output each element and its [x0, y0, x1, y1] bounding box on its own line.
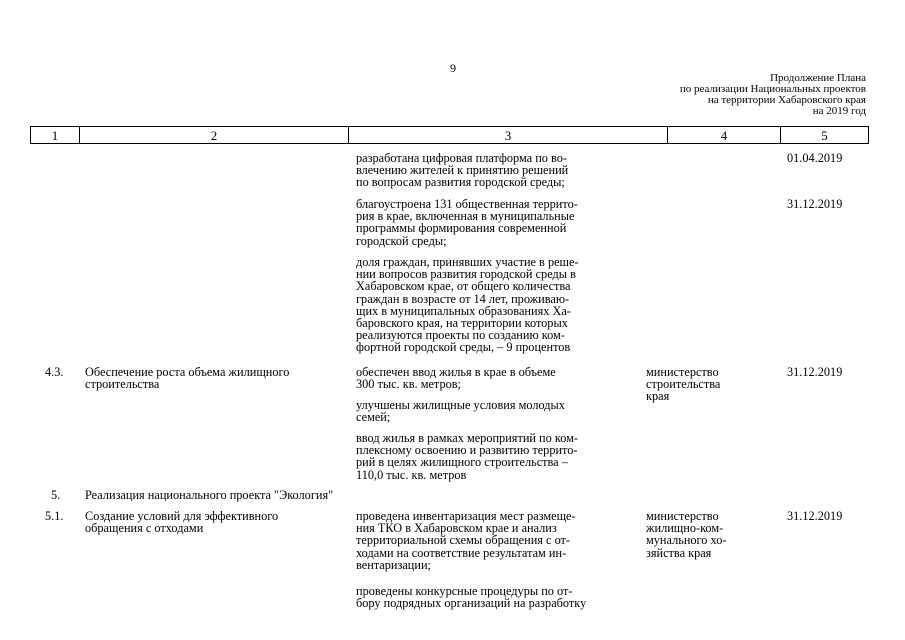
result-line: Хабаровском крае, от общего количества: [356, 279, 571, 294]
note-line: на 2019 год: [812, 105, 866, 117]
result-line: вентаризации;: [356, 557, 431, 572]
section-title: [85, 489, 333, 501]
deadline-date: 31.12.2019: [787, 365, 843, 379]
result-line: обеспечен ввод жилья в крае в объеме: [356, 365, 556, 379]
plan-table: [30, 126, 869, 144]
result-line: улучшены жилищные условия молодых: [356, 398, 565, 412]
result-line: 110,0 тыс. кв. метров: [356, 467, 467, 482]
deadline-date: 01.04.2019: [787, 151, 843, 165]
result-line: реализуются проекты по созданию ком-: [356, 328, 565, 343]
result-item: [356, 366, 556, 390]
result-line: по вопросам развития городской среды;: [356, 175, 565, 190]
result-line: рий в целях жилищного строительства –: [356, 455, 568, 470]
deadline-date: 31.12.2019: [787, 509, 843, 523]
result-line: программы формирования современной: [356, 221, 567, 236]
result-line: рия в крае, включенная в муниципальные: [356, 209, 575, 224]
note-line: по реализации Национальных проектов: [679, 83, 866, 95]
note-line: на территории Хабаровского края: [707, 94, 866, 106]
result-line: ввод жилья в рамках мероприятий по ком-: [356, 431, 578, 445]
activity-line: Создание условий для эффективного: [85, 509, 279, 523]
result-line: граждан в возрасте от 14 лет, проживаю-: [356, 291, 570, 306]
result-line: доля граждан, принявших участие в реше-: [356, 255, 579, 269]
result-line: ходами на соответствие результатам ин-: [356, 545, 567, 560]
result-line: бору подрядных организаций на разработку: [356, 596, 587, 611]
activity-name: [85, 366, 289, 390]
activity-line: строительства: [85, 377, 160, 392]
result-line: разработана цифровая платформа по во-: [356, 151, 567, 165]
column-number-row: [30, 126, 869, 144]
item-number: 5.1.: [45, 509, 64, 523]
result-item: [356, 152, 568, 189]
column-number: 4: [668, 127, 781, 143]
result-line: влечению жителей к принятию решений: [356, 163, 569, 178]
result-item: [356, 510, 576, 571]
column-number: 3: [349, 127, 668, 143]
result-line: плексному освоению и развитию террито-: [356, 443, 578, 458]
result-line: территориальной схемы обращения с от-: [356, 533, 571, 548]
result-item: [356, 198, 578, 247]
result-line: ния ТКО в Хабаровском крае и анализ: [356, 521, 557, 536]
result-line: городской среды;: [356, 233, 447, 248]
result-item: [356, 432, 578, 481]
result-item: [356, 399, 565, 423]
result-item: [356, 585, 586, 609]
result-line: семей;: [356, 410, 391, 425]
activity-line: обращения с отходами: [85, 521, 204, 536]
page-number: 9: [450, 61, 456, 75]
column-number: 1: [31, 127, 80, 143]
activity-line: Обеспечение роста объема жилищного: [85, 365, 290, 379]
result-line: нии вопросов развития городской среды в: [356, 267, 576, 282]
organization-line: жилищно-ком-: [646, 521, 724, 536]
activity-line: Реализация национального проекта "Экология": [85, 488, 334, 502]
responsible-organization: [646, 366, 720, 403]
column-number: 5: [821, 128, 828, 143]
organization-line: края: [646, 389, 670, 404]
result-line: 300 тыс. кв. метров;: [356, 377, 461, 392]
result-line: баровского края, на территории которых: [356, 316, 568, 331]
plan-continuation-note: [600, 73, 866, 117]
organization-line: мунального хо-: [646, 533, 727, 548]
organization-line: строительства: [646, 377, 721, 392]
note-line: Продолжение Плана: [770, 72, 866, 84]
section-number: 5.: [51, 488, 61, 502]
responsible-organization: [646, 510, 726, 559]
item-number: 4.3.: [45, 365, 64, 379]
result-line: благоустроена 131 общественная террито-: [356, 197, 578, 211]
result-item: [356, 256, 579, 354]
column-number: 2: [80, 127, 349, 143]
result-line: фортной городской среды, – 9 процентов: [356, 340, 571, 355]
deadline-date: 31.12.2019: [787, 197, 843, 211]
result-line: щих в муниципальных образованиях Ха-: [356, 303, 571, 318]
result-line: проведены конкурсные процедуры по от-: [356, 584, 573, 598]
organization-line: зяйства края: [646, 545, 712, 560]
organization-line: министерство: [646, 365, 719, 379]
activity-name: [85, 510, 278, 534]
result-line: проведена инвентаризация мест размеще-: [356, 509, 576, 523]
organization-line: министерство: [646, 509, 719, 523]
